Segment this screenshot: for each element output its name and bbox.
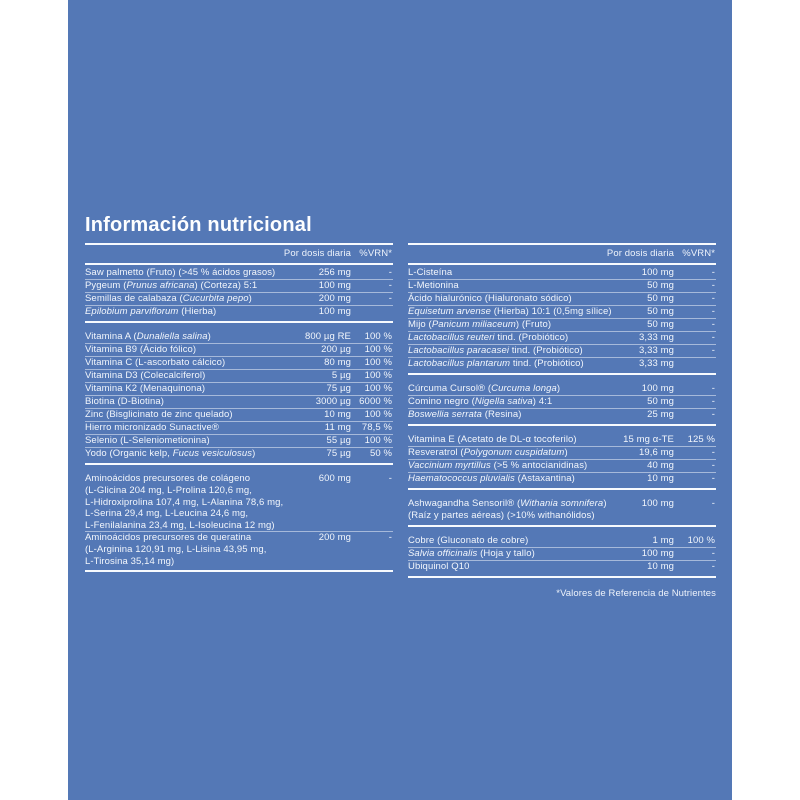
ingredient-row [85, 344, 393, 356]
name-segment: Vitamina E (Acetato de DL-α tocoferilo) [408, 434, 577, 445]
name-segment: L-Metionina [408, 280, 459, 291]
column-header-dose: Por dosis diaria [283, 248, 351, 259]
ingredient-row [85, 435, 393, 447]
dose-value: 100 mg [641, 267, 674, 278]
dose-value: 256 mg [318, 267, 351, 278]
ingredient-row [408, 535, 716, 547]
name-segment: ) [252, 448, 256, 459]
table-section [408, 432, 716, 490]
ingredient-name [408, 409, 592, 421]
vrn-value: - [711, 409, 715, 420]
table-row [408, 319, 716, 332]
latin-name-segment: Lactobacillus paracasei [408, 345, 510, 356]
name-segment: (Astaxantina) [514, 473, 575, 484]
vrn-value: - [711, 293, 715, 304]
ingredient-name [85, 396, 269, 408]
latin-name-segment: Fucus vesiculosus [172, 448, 253, 459]
name-segment: Resveratrol ( [408, 447, 464, 458]
vrn-value: - [388, 473, 392, 484]
latin-name-segment: Lactobacillus plantarum [408, 358, 511, 369]
dose-value: 10 mg [324, 409, 351, 420]
ingredient-row [85, 422, 393, 434]
vrn-value: - [711, 383, 715, 394]
table-section [85, 265, 393, 323]
name-segment: (>5 % antocianidinas) [490, 460, 588, 471]
ingredient-row [85, 473, 393, 485]
name-segment: Vitamina C (L-ascorbato cálcico) [85, 357, 226, 368]
name-segment: Pygeum ( [85, 280, 127, 291]
ingredient-name [408, 473, 592, 485]
name-segment: (Resina) [482, 409, 522, 420]
dose-value: 75 µg [326, 383, 351, 394]
dose-value: 800 µg RE [305, 331, 351, 342]
vrn-value: 100 % [364, 435, 392, 446]
dose-value: 100 mg [641, 547, 674, 559]
ingredient-row [408, 561, 716, 573]
latin-name-segment: Panicum miliaceum [431, 319, 516, 330]
table-row [85, 306, 393, 318]
ingredient-row [85, 357, 393, 369]
dose-value: 5 µg [331, 370, 351, 381]
ingredient-row [85, 293, 393, 305]
vrn-footnote: *Valores de Referencia de Nutrientes [556, 587, 716, 599]
name-segment: Ácido hialurónico (Hialuronato sódico) [408, 293, 572, 304]
table-row [85, 422, 393, 435]
name-segment: Yodo (Organic kelp, [85, 448, 173, 459]
name-segment: ) [248, 293, 252, 304]
vrn-value: 100 % [364, 409, 392, 420]
dose-value: 100 mg [641, 498, 674, 509]
name-segment: Aminoácidos precursores de colágeno [85, 473, 251, 484]
ingredient-row [408, 358, 716, 370]
latin-name-segment: Curcuma longa [491, 383, 557, 394]
vrn-value: - [711, 396, 715, 407]
latin-name-segment: Nigella sativa [474, 396, 533, 407]
ingredient-row [408, 498, 716, 510]
table-row [85, 280, 393, 293]
ingredient-row [408, 460, 716, 472]
table-row [408, 332, 716, 345]
dose-value: 200 µg [321, 344, 351, 355]
latin-name-segment: Equisetum arvense [408, 306, 492, 317]
table-row [408, 293, 716, 306]
table-row [408, 561, 716, 573]
dose-value: 200 mg [318, 532, 351, 543]
name-segment: tind. (Probiótico) [494, 332, 569, 343]
dose-value: 11 mg [324, 422, 351, 433]
header-spacer [85, 248, 269, 260]
ingredient-name [85, 306, 269, 318]
dose-value: 3000 µg [315, 396, 351, 407]
ingredient-name [85, 357, 269, 369]
table-columns [85, 243, 716, 584]
name-segment: ) (Corteza) 5:1 [194, 280, 258, 291]
name-segment: (Hoja y tallo) [477, 547, 535, 559]
vrn-value: - [711, 280, 715, 291]
dose-value: 50 mg [647, 396, 674, 407]
latin-name-segment: Withania somnifera [520, 498, 604, 509]
table-row [85, 435, 393, 448]
ingredient-name [85, 473, 269, 485]
ingredient-row [85, 396, 393, 408]
ingredient-row [408, 447, 716, 459]
vrn-value: - [388, 267, 392, 278]
latin-name-segment: Cucurbita pepo [182, 293, 249, 304]
name-segment: Vitamina K2 (Menaquinona) [85, 383, 206, 394]
nutrition-table-right [408, 243, 716, 584]
name-segment: ) (Fruto) [515, 319, 552, 330]
ingredient-sub-line: (L-Glicina 204 mg, L-Prolina 120,6 mg, [85, 485, 252, 496]
table-row [408, 535, 716, 548]
table-row [408, 396, 716, 409]
ingredient-name [85, 331, 269, 343]
nutrition-table-left [85, 243, 393, 584]
name-segment: Ubiquinol Q10 [408, 560, 470, 572]
table-row [408, 460, 716, 473]
table-row [85, 267, 393, 280]
vrn-value: - [711, 547, 715, 559]
name-segment: Cobre (Gluconato de cobre) [408, 534, 529, 546]
ingredient-name [408, 447, 592, 459]
ingredient-name [85, 370, 269, 382]
ingredient-row [85, 306, 393, 318]
name-segment: Comino negro ( [408, 396, 475, 407]
page-title: Información nutricional [85, 214, 312, 236]
vrn-value: - [711, 332, 715, 343]
name-segment: Mijo ( [408, 319, 432, 330]
ingredient-name [408, 267, 592, 279]
ingredient-sub-line: L-Serina 29,4 mg, L-Leucina 24,6 mg, [85, 508, 249, 519]
vrn-value: - [388, 532, 392, 543]
dose-value: 50 mg [647, 306, 674, 317]
dose-value: 3,33 mg [638, 345, 674, 356]
ingredient-row [408, 280, 716, 292]
ingredient-row [85, 267, 393, 279]
table-row [408, 473, 716, 485]
dose-value: 50 mg [647, 319, 674, 330]
ingredient-row [85, 532, 393, 544]
ingredient-name [408, 396, 592, 408]
table-section [408, 265, 716, 375]
ingredient-name [85, 293, 269, 305]
table-row [408, 548, 716, 561]
name-segment: (Hierba) [178, 306, 217, 317]
vrn-value: 100 % [687, 534, 715, 546]
ingredient-row [85, 409, 393, 421]
column-header-dose: Por dosis diaria [606, 248, 674, 259]
ingredient-name [408, 498, 607, 510]
table-row [408, 447, 716, 460]
name-segment: Cúrcuma Cursol® ( [408, 383, 492, 394]
table-section [408, 496, 716, 527]
table-row [85, 370, 393, 383]
table-row [408, 267, 716, 280]
name-segment: Ashwagandha Sensoril® ( [408, 498, 521, 509]
dose-value: 100 mg [318, 306, 351, 317]
table-row [408, 409, 716, 421]
ingredient-row [85, 383, 393, 395]
ingredient-name [85, 280, 269, 292]
ingredient-name [85, 409, 269, 421]
ingredient-name [408, 280, 592, 292]
dose-value: 40 mg [647, 460, 674, 471]
ingredient-name [408, 460, 592, 472]
dose-value: 200 mg [318, 293, 351, 304]
ingredient-row [408, 293, 716, 305]
vrn-value: - [711, 319, 715, 330]
ingredient-name [85, 532, 269, 544]
table-section [408, 381, 716, 426]
vrn-value: - [711, 460, 715, 471]
vrn-value: - [711, 447, 715, 458]
vrn-value: 6000 % [359, 396, 392, 407]
latin-name-segment: Haematococcus pluvialis [408, 473, 515, 484]
ingredient-sub-line: L-Hidroxiprolina 107,4 mg, L-Alanina 78,6 mg, [85, 496, 284, 508]
ingredient-name [85, 383, 269, 395]
name-segment: Hierro micronizado Sunactive® [85, 422, 219, 433]
name-segment: Semillas de calabaza ( [85, 293, 183, 304]
ingredient-row [85, 370, 393, 382]
latin-name-segment: Epilobium parviflorum [85, 306, 179, 317]
vrn-value: 50 % [369, 448, 392, 459]
ingredient-name [408, 332, 592, 344]
name-segment: ) [556, 383, 561, 394]
name-segment: ) [207, 331, 211, 342]
name-segment: Saw palmetto (Fruto) (>45 % ácidos grasos) [85, 267, 276, 278]
ingredient-name [85, 267, 276, 279]
dose-value: 10 mg [647, 560, 674, 572]
ingredient-name [408, 548, 592, 560]
table-section [408, 533, 716, 578]
dose-value: 1 mg [652, 534, 674, 546]
latin-name-segment: Vaccinium myrtillus [408, 460, 491, 471]
name-segment: (Hierba) 10:1 (0,5mg sílice) [491, 306, 612, 317]
ingredient-sub-line: (L-Arginina 120,91 mg, L-Lisina 43,95 mg, [85, 544, 267, 555]
ingredient-sub-line: L-Fenilalanina 23,4 mg, L-Isoleucina 12 mg) [85, 519, 275, 531]
name-segment: Biotina (D-Biotina) [85, 396, 164, 407]
latin-name-segment: Boswellia serrata [408, 409, 483, 420]
ingredient-row [408, 267, 716, 279]
table-row [408, 358, 716, 370]
vrn-value: 100 % [364, 357, 392, 368]
latin-name-segment: Lactobacillus reuteri [408, 332, 495, 343]
vrn-value: - [711, 473, 715, 484]
ingredient-name [408, 434, 592, 446]
table-row [85, 383, 393, 396]
ingredient-name [85, 435, 269, 447]
table-row [408, 434, 716, 447]
vrn-value: - [388, 280, 392, 291]
latin-name-segment: Salvia officinalis [408, 547, 478, 559]
latin-name-segment: Polygonum cuspidatum [463, 447, 565, 458]
latin-name-segment: Dunaliella salina [136, 331, 208, 342]
ingredient-row [408, 332, 716, 344]
dose-value: 3,33 mg [638, 358, 674, 369]
ingredient-row [85, 280, 393, 292]
latin-name-segment: Prunus africana [126, 280, 195, 291]
ingredient-name [408, 383, 592, 395]
ingredient-name [408, 358, 592, 370]
table-row [85, 357, 393, 370]
name-segment: ) [564, 447, 568, 458]
name-segment: Aminoácidos precursores de queratina [85, 532, 252, 543]
name-segment: Vitamina A ( [85, 331, 137, 342]
ingredient-name [408, 535, 592, 547]
name-segment: Vitamina D3 (Colecalciferol) [85, 370, 206, 381]
table-row [85, 331, 393, 344]
name-segment: Zinc (Bisglicinato de zinc quelado) [85, 409, 233, 420]
ingredient-name [408, 306, 612, 318]
ingredient-sub-line: (Raíz y partes aéreas) (>10% withanólidos) [408, 510, 595, 521]
table-row [85, 532, 393, 567]
table-row [408, 345, 716, 358]
vrn-value: - [711, 560, 715, 572]
vrn-value: 78,5 % [361, 422, 392, 433]
table-section [85, 471, 393, 572]
ingredient-row [408, 383, 716, 395]
ingredient-row [408, 396, 716, 408]
ingredient-name [408, 293, 592, 305]
column-header-vrn: %VRN* [682, 248, 715, 259]
table-row [85, 409, 393, 422]
name-segment: ) [603, 498, 607, 509]
vrn-value: 100 % [364, 370, 392, 381]
table-row [85, 293, 393, 306]
table-row [408, 383, 716, 396]
table-row [85, 396, 393, 409]
vrn-value: 100 % [364, 331, 392, 342]
dose-value: 10 mg [647, 473, 674, 484]
dose-value: 3,33 mg [638, 332, 674, 343]
ingredient-name [85, 344, 269, 356]
ingredient-name [408, 345, 592, 357]
table-row [408, 306, 716, 319]
ingredient-row [85, 331, 393, 343]
vrn-value: - [388, 293, 392, 304]
vrn-value: - [711, 498, 715, 509]
name-segment: ) 4:1 [532, 396, 553, 407]
table-header [408, 243, 716, 265]
header-spacer [408, 248, 592, 260]
ingredient-row [408, 434, 716, 446]
table-row [85, 344, 393, 357]
vrn-value: - [711, 306, 715, 317]
dose-value: 25 mg [647, 409, 674, 420]
dose-value: 75 µg [326, 448, 351, 459]
dose-value: 55 µg [326, 435, 351, 446]
ingredient-row [408, 548, 716, 560]
name-segment: tind. (Probiótico) [510, 358, 584, 369]
table-row [408, 498, 716, 522]
vrn-value: 100 % [364, 383, 392, 394]
table-section [85, 329, 393, 465]
ingredient-name [85, 422, 269, 434]
ingredient-row [408, 345, 716, 357]
dose-value: 50 mg [647, 280, 674, 291]
ingredient-name [408, 319, 592, 331]
name-segment: Selenio (L-Seleniometionina) [85, 435, 210, 446]
vrn-value: - [711, 267, 715, 278]
dose-value: 100 mg [318, 280, 351, 291]
dose-value: 600 mg [318, 473, 351, 484]
dose-value: 100 mg [641, 383, 674, 394]
table-row [85, 473, 393, 532]
ingredient-row [408, 409, 716, 421]
table-row [85, 448, 393, 460]
ingredient-row [408, 306, 716, 318]
column-header-vrn: %VRN* [359, 248, 392, 259]
vrn-value: 100 % [364, 344, 392, 355]
dose-value: 50 mg [647, 293, 674, 304]
name-segment: tind. (Probiótico) [509, 345, 583, 356]
dose-value: 19,6 mg [638, 447, 674, 458]
ingredient-row [408, 319, 716, 331]
ingredient-row [85, 448, 393, 460]
table-header [85, 243, 393, 265]
dose-value: 15 mg α-TE [623, 434, 674, 445]
ingredient-sub-line: L-Tirosina 35,14 mg) [85, 555, 175, 567]
ingredient-name [85, 448, 269, 460]
nutrition-panel [85, 212, 716, 599]
vrn-value: 125 % [687, 434, 715, 445]
dose-value: 80 mg [324, 357, 351, 368]
table-row [408, 280, 716, 293]
ingredient-name [408, 561, 592, 573]
name-segment: L-Cisteína [408, 267, 453, 278]
name-segment: Vitamina B9 (Ácido fólico) [85, 344, 197, 355]
ingredient-row [408, 473, 716, 485]
vrn-value: - [711, 345, 715, 356]
